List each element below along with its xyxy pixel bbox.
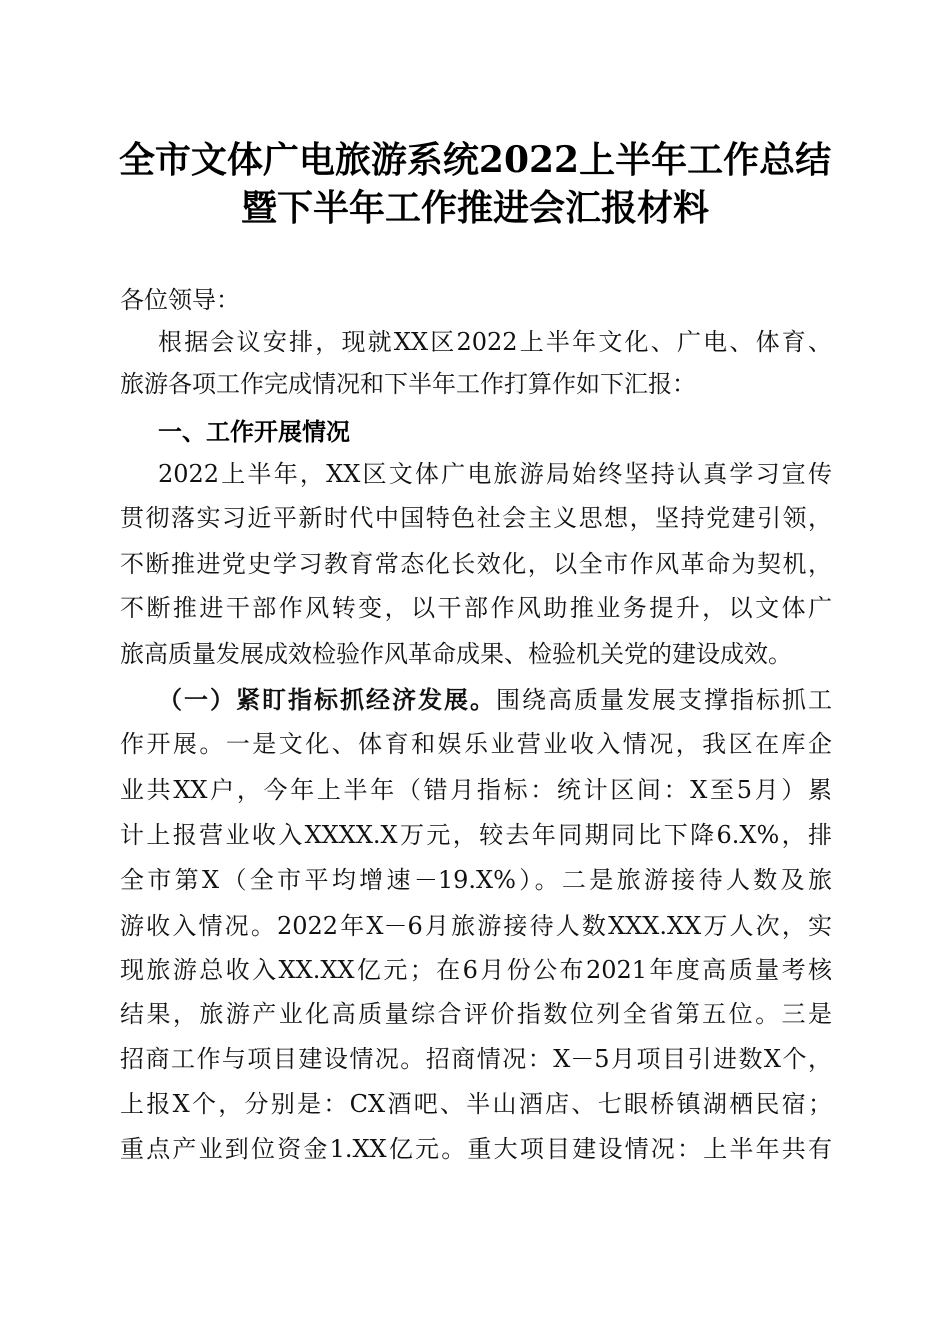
paragraph-line: 招商工作与项目建设情况。招商情况：X－5月项目引进数X个， <box>120 1045 832 1073</box>
document-title-line-1: 全市文体广电旅游系统2022上半年工作总结 <box>118 139 832 181</box>
intro-line-1: 根据会议安排，现就XX区2022上半年文化、广电、体育、 <box>158 328 832 356</box>
paragraph-line: 重点产业到位资金1.XX亿元。重大项目建设情况：上半年共有 <box>120 1135 832 1163</box>
paragraph-line: 计上报营业收入XXXX.X万元，较去年同期同比下降6.X%，排 <box>120 821 832 849</box>
paragraph-line: 现旅游总收入XX.XX亿元；在6月份公布2021年度高质量考核 <box>120 956 832 984</box>
paragraph-line: 游收入情况。2022年X－6月旅游接待人数XXX.XX万人次，实 <box>120 912 832 940</box>
paragraph-line: 不断推进党史学习教育常态化长效化，以全市作风革命为契机， <box>120 550 832 578</box>
paragraph-line: 旅高质量发展成效检验作风革命成果、检验机关党的建设成效。 <box>120 640 792 668</box>
paragraph-line: 不断推进干部作风转变，以干部作风助推业务提升，以文体广 <box>120 594 832 622</box>
section-heading: 一、工作开展情况 <box>158 418 350 446</box>
paragraph-line: 2022上半年，XX区文体广电旅游局始终坚持认真学习宣传 <box>158 460 832 488</box>
paragraph-line: 上报X个，分别是：CX酒吧、半山酒店、七眼桥镇湖栖民宿； <box>120 1090 832 1118</box>
paragraph-line: 作开展。一是文化、体育和娱乐业营业收入情况，我区在库企 <box>120 730 832 758</box>
paragraph-line: 全市第X（全市平均增速－19.X%）。二是旅游接待人数及旅 <box>120 866 832 894</box>
subsection-heading: （一）紧盯指标抓经济发展。 <box>158 686 496 714</box>
salutation: 各位领导： <box>120 286 240 314</box>
paragraph-line: 结果，旅游产业化高质量综合评价指数位列全省第五位。三是 <box>120 1000 832 1028</box>
intro-line-2: 旅游各项工作完成情况和下半年工作打算作如下汇报： <box>120 370 696 398</box>
document-title-line-2: 暨下半年工作推进会汇报材料 <box>240 187 709 229</box>
subsection-first-line-text: 围绕高质量发展支撑指标抓工 <box>496 686 832 714</box>
subsection-first-line <box>158 680 832 720</box>
paragraph-line: 业共XX户，今年上半年（错月指标：统计区间：X至5月）累 <box>120 776 832 804</box>
paragraph-line: 贯彻落实习近平新时代中国特色社会主义思想，坚持党建引领， <box>120 504 832 532</box>
